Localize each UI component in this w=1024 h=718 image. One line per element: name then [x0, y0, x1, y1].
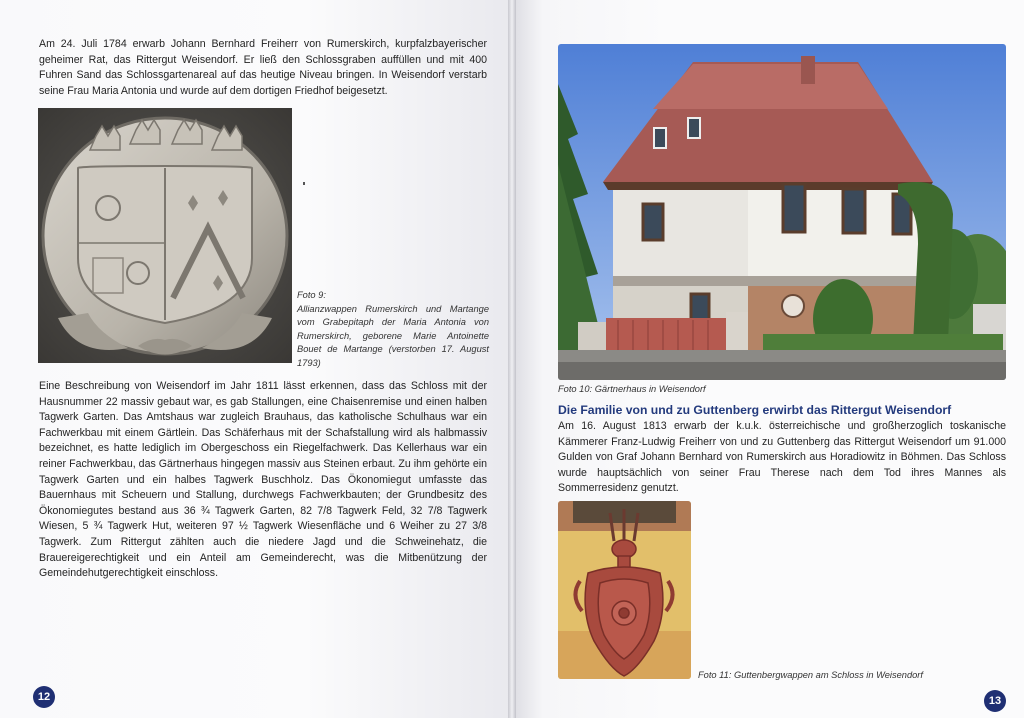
foto10-caption: Foto 10: Gärtnerhaus in Weisendorf — [558, 384, 706, 394]
page-number-left: 12 — [33, 686, 55, 708]
section-heading: Die Familie von und zu Guttenberg erwirbt das Rittergut Weisendorf — [558, 403, 952, 417]
main-paragraph: Eine Beschreibung von Weisendorf im Jahr 1811 lässt erkennen, dass das Schloss mit der Hausnummer 22 massiv gebaut war, es gab Stallungen, eine Chaisenremise und einen halben Tagwerk Garten. Das Amtshaus war zugleich Brauhaus, das katholische Schulhaus war ein Fachwerkbau mit einem Gärtlein. Das Schäferhaus mit der Schafstallung wird als halbmassiv bezeichnet, es hatte lediglich im Obergeschoss ein Riegelfachwerk. Das Kellerhaus war ein reiner Fachwerkbau, das Gärtnerhaus hingegen massiv aus Steinen erbaut. Zu ihm gehörte ein Tagwerk Garten und ein halbes Tagwerk Buschholz. Das Ökonomiegut umfasste das Bauernhaus mit Scheuern und Stallung, durchwegs Fachwerkbauten; der Grundbesitz des Ökonomiegutes bestand aus 36 ¾ Tagwerk Garten, 82 7/8 Tagwerk Feld, 32 7/8 Tagwerk Wiesen, 5 ¾ Tagwerk Hut, weiteren 97 ½ Tagwerk Wiesenfläche und 6 Weiher zu 27 3/8 Tagwerk. Zum Rittergut zählten auch die niedere Jagd und die Schweinehatz, die Brauereigerechtigkeit und ein Anteil am Gemeinderecht, was die Mitbenützung der Gemeindehutgerechtigkeit einschloss. — [39, 380, 487, 580]
body-paragraph: Am 16. August 1813 erwarb der k.u.k. österreichische und großherzoglich toskanische Kämmerer Franz-Ludwig Freiherr von und zu Guttenberg das Rittergut Weisendorf um 91.000 Gulden von Graf Johann Bernhard von Rumerskirch aus Horadiowitz in Böhmen. Das Schloss wurde hauptsächlich von seiner Frau Therese nach dem Tod ihres Mannes als Sommerresidenz genutzt. — [558, 420, 1006, 495]
right-page — [512, 0, 1024, 718]
intro-paragraph: Am 24. Juli 1784 erwarb Johann Bernhard Freiherr von Rumerskirch, kurpfalzbayerischer geheimer Rat, das Rittergut Weisendorf. Er ließ den Schlossgraben auffüllen und mit 400 Fuhren Sand das Schlossgartenareal auf das heutige Niveau bringen. In Weisendorf verstarb seine Frau Maria Antonia und wurde auf dem dortigen Friedhof beigesetzt. — [39, 38, 487, 97]
photo-gaertnerhaus — [558, 44, 1006, 380]
foto11-caption: Foto 11: Guttenbergwappen am Schloss in Weisendorf — [698, 670, 923, 680]
foto9-caption — [297, 289, 489, 371]
scan-speck — [303, 182, 305, 185]
foto9-caption-text: Allianzwappen Rumerskirch und Martange vom Grabepitaph der Maria Antonia von Rumerskirch, geborene Marie Antoinette Bouet de Martange (verstorben 17. August 1793) — [297, 303, 489, 368]
gardener-house-image — [558, 44, 1006, 380]
photo-guttenbergwappen — [558, 501, 691, 679]
coat-of-arms-relief-image — [38, 108, 292, 363]
foto9-label: Foto 9: — [297, 290, 326, 300]
page-number-right: 13 — [984, 690, 1006, 712]
guttenberg-coat-of-arms-image — [558, 501, 691, 679]
book-gutter — [508, 0, 516, 718]
photo-allianzwappen — [38, 108, 292, 363]
